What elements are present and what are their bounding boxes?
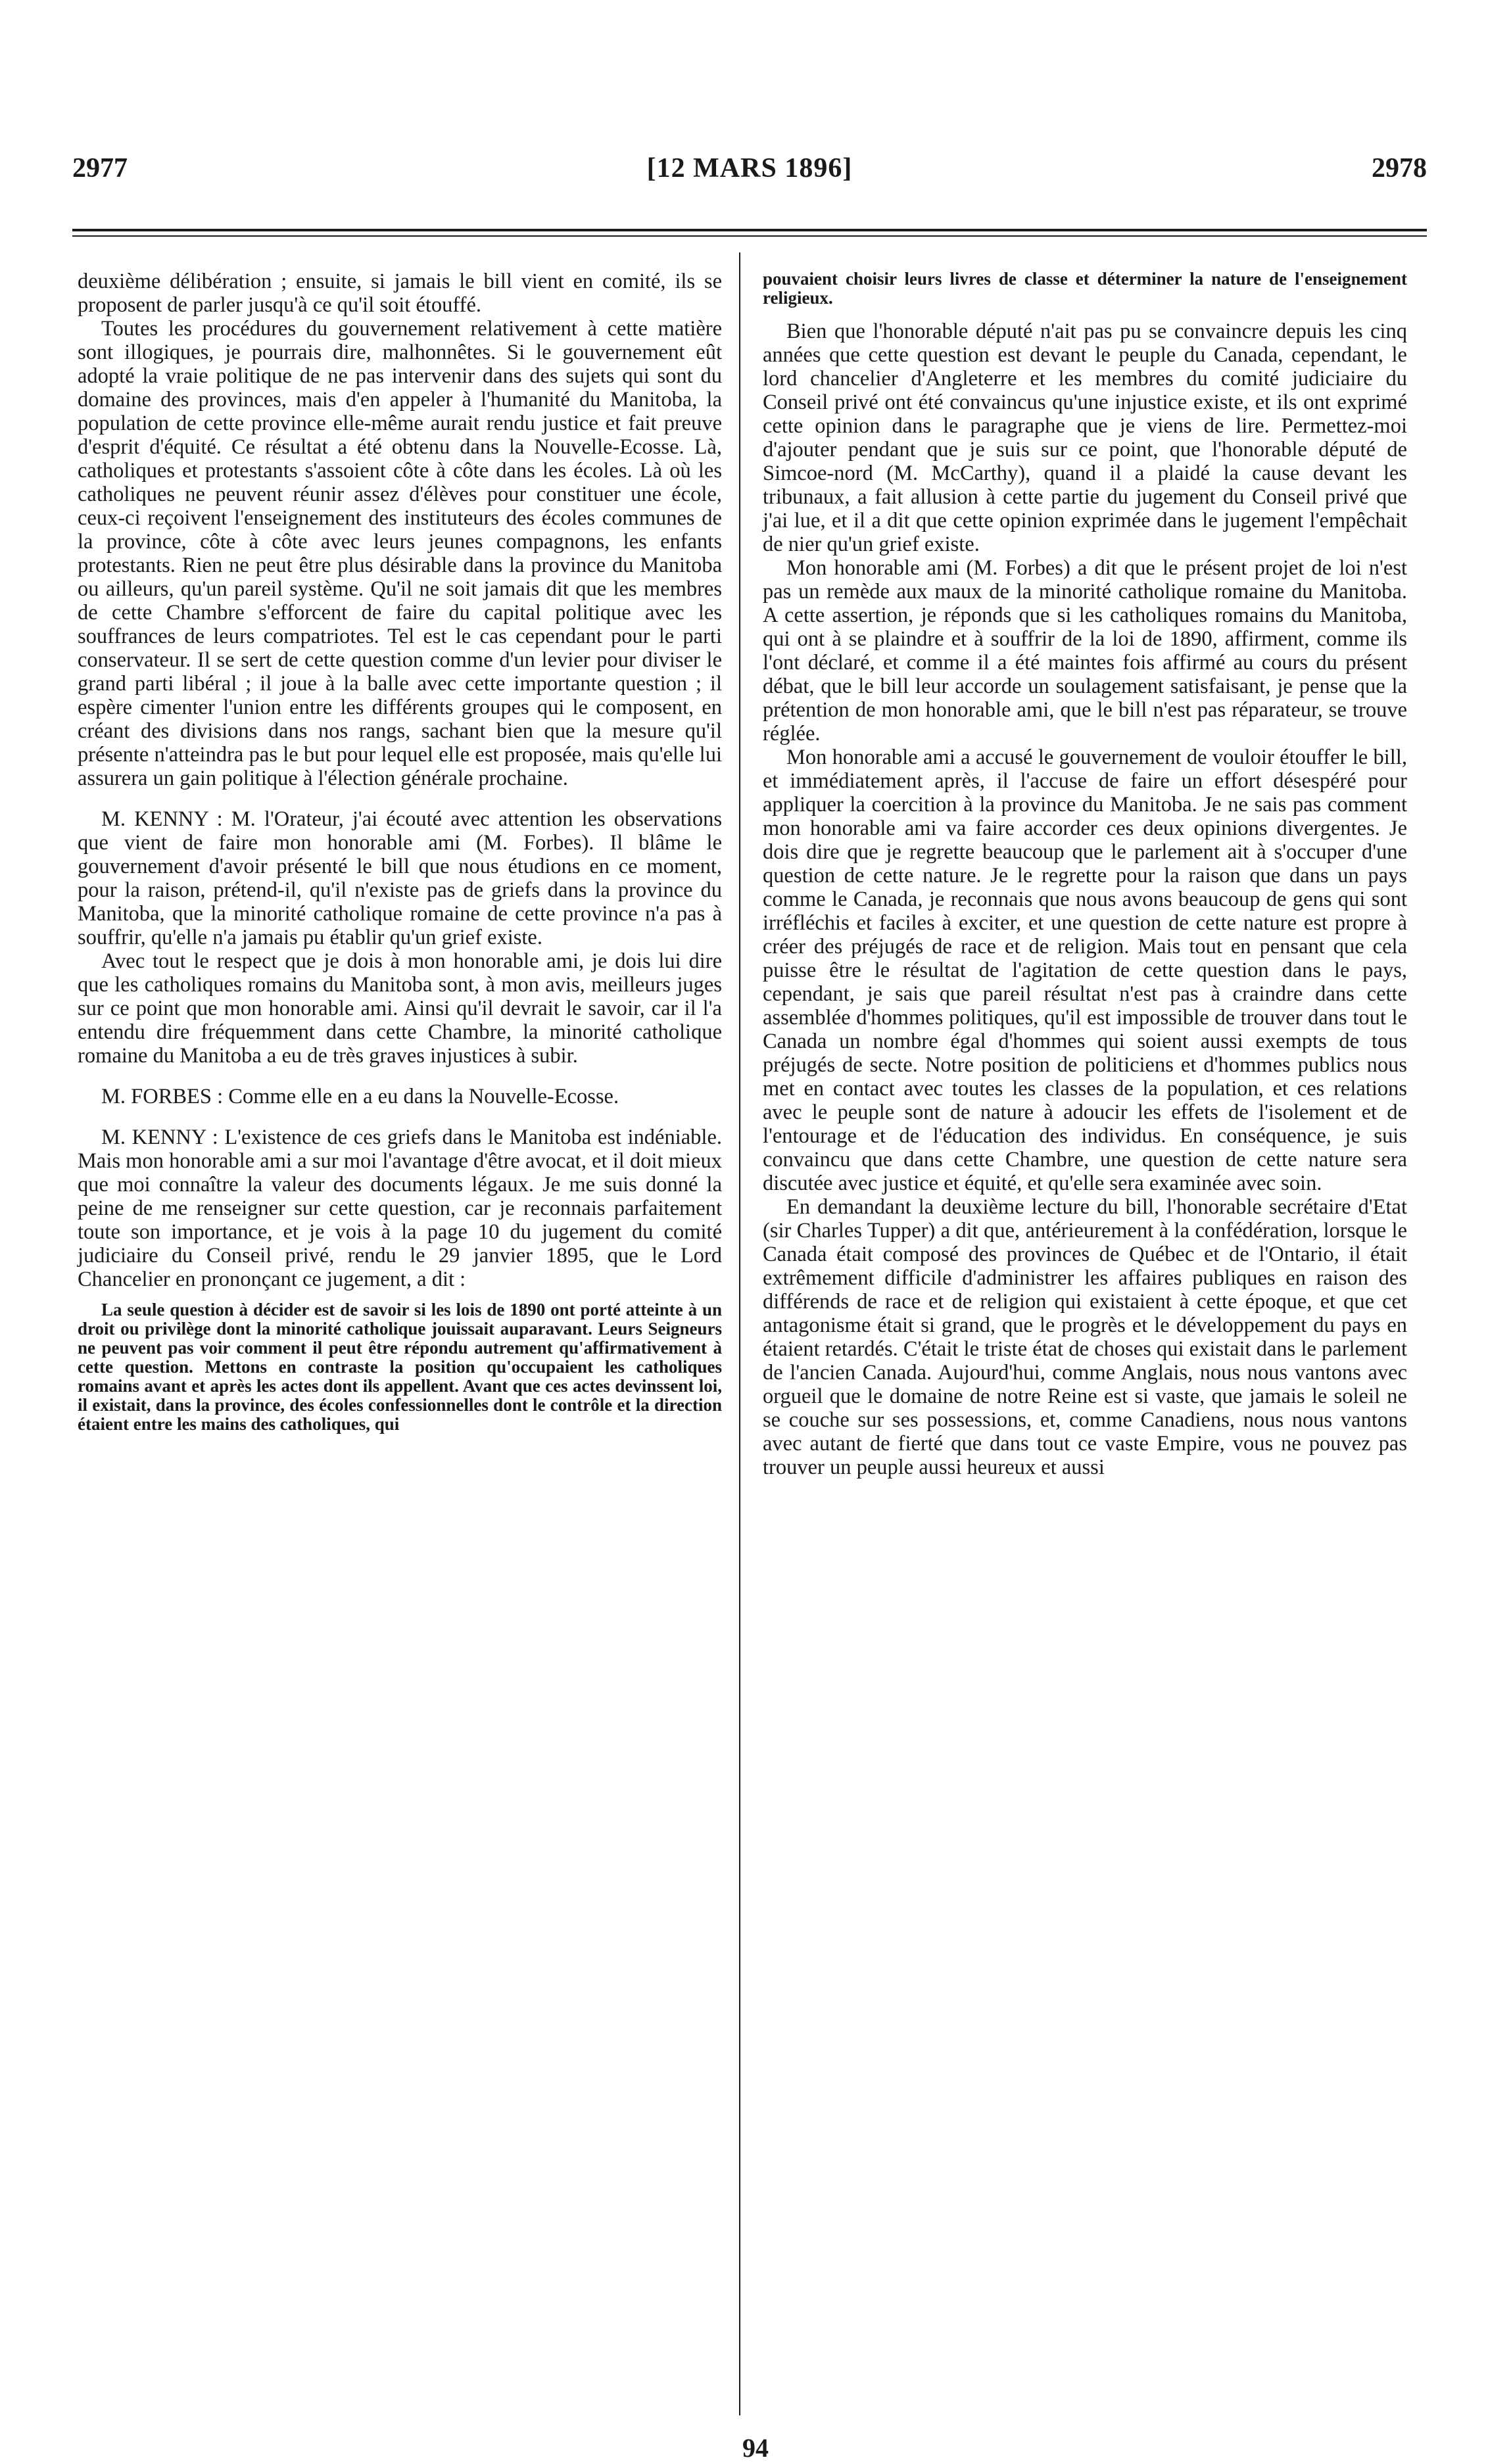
speaker-name: M. FORBES : [101, 1085, 224, 1108]
right-paragraph-4: En demandant la deuxième lecture du bill, l'honorable secrétaire d'Etat (sir Charles Tupper) a dit que, antérieurement à la confédération, lorsque le Canada était composé des provinces de Québec et de l'Ontario, il était extrêmement difficile d'administrer les affaires publiques en raison des différends de race et de religion qui existaient à cette époque, et que cet antagonisme était si grand, que le progrès et le développement du pays en étaient retardés. C'était le triste état de choses qui existait dans le parlement de l'ancien Canada. Aujourd'hui, comme Anglais, nous nous vantons avec orgueil que le domaine de notre Reine est si vaste, que jamais le soleil ne se couche sur ses possessions, et, comme Canadiens, nous nous vantons avec autant de fierté que dans tout ce vaste Empire, vous ne pouvez pas trouver un peuple aussi heureux et aussi [763, 1195, 1407, 1479]
right-paragraph-3: Mon honorable ami a accusé le gouvernement de vouloir étouffer le bill, et immédiatement après, il l'accuse de faire un effort désespéré pour appliquer la coercition à la province du Manitoba. Je ne sais pas comment mon honorable ami va faire accorder ces deux opinions divergentes. Je dois dire que je regrette beaucoup que le parlement ait à s'occuper d'une question de cette nature. Je le regrette pour la raison que dans un pays comme le Canada, je reconnais que nous avons beaucoup de gens qui sont irréfléchis et faciles à exciter, et une question de cette nature est propre à créer des préjugés de race et de religion. Mais tout en pensant que cela puisse être le résultat de l'agitation de cette question dans le pays, cependant, je sais que pareil résultat n'est pas à craindre dans cette assemblée d'hommes politiques, qu'il est impossible de trouver dans tout le Canada un nombre égal d'hommes qui soient aussi exempts de tous préjugés de secte. Notre position de politiciens et d'hommes publics nous met en contact avec toutes les classes de la population, et ces relations avec le peuple sont de nature à adoucir les effets de l'isolement et de l'entourage et de l'éducation des individus. En conséquence, je suis convaincu que dans cette Chambre, une question de cette nature sera discutée avec justice et équité, et qu'elle sera examinée avec soin. [763, 746, 1407, 1195]
speech-kenny-1 [78, 807, 722, 949]
column-divider [739, 252, 740, 2415]
header-date: [12 MARS 1896] [646, 153, 853, 183]
speech-text: Comme elle en a eu dans la Nouvelle-Ecosse. [223, 1085, 619, 1108]
left-paragraph-2: Toutes les procédures du gouvernement relativement à cette matière sont illogiques, je pourrais dire, malhonnêtes. Si le gouvernement eût adopté la vraie politique de ne pas intervenir dans des sujets qui sont du domaine des provinces, mais d'en appeler à l'humanité du Manitoba, la population de cette province elle-même aurait rendu justice et fait preuve d'esprit d'équité. Ce résultat a été obtenu dans la Nouvelle-Ecosse. Là, catholiques et protestants s'assoient côte à côte dans les écoles. Là où les catholiques ne peuvent réunir assez d'élèves pour constituer une école, ceux-ci reçoivent l'enseignement des instituteurs des écoles communes de la province, côte à côte avec leurs jeunes compagnons, les enfants protestants. Rien ne peut être plus désirable dans la province du Manitoba ou ailleurs, qu'un pareil système. Qu'il ne soit jamais dit que les membres de cette Chambre s'efforcent de faire du capital politique avec les souffrances de leurs compatriotes. Tel est le cas cependant pour le parti conservateur. Il se sert de cette question comme d'un levier pour diviser le grand parti libéral ; il joue à la balle avec cette importante question ; il espère cimenter l'union entre les différents groupes qui le composent, en créant des divisions dans nos rangs, sachant bien que la mesure qu'il présente n'atteindra pas le but pour lequel elle est proposée, mais qu'elle lui assurera un gain politique à l'élection générale prochaine. [78, 317, 722, 790]
speaker-name: M. KENNY : [101, 807, 223, 831]
speech-text: M. l'Orateur, j'ai écouté avec attention les observations que vient de faire mon honorable ami (M. Forbes). Il blâme le gouvernement d'avoir présenté le bill que nous étudions en ce moment, pour la raison, prétend-il, qu'il n'existe pas de griefs dans la province du Manitoba, que la minorité catholique romaine de cette province n'a pas à souffrir, qu'elle n'a jamais pu établir qu'un grief existe. [78, 807, 722, 949]
header-rule-thin [72, 235, 1427, 237]
left-column [78, 270, 722, 1434]
right-paragraph-1: Bien que l'honorable député n'ait pas pu se convaincre depuis les cinq années que cette question est devant le peuple du Canada, cependant, le lord chancelier d'Angleterre et les membres du comité judiciaire du Conseil privé ont été convaincus qu'une injustice existe, et ils ont exprimé cette opinion dans le paragraphe que je viens de lire. Permettez-moi d'ajouter pendant que je suis sur ce point, que l'honorable député de Simcoe-nord (M. McCarthy), quand il a plaidé la cause devant les tribunaux, a fait allusion à cette partie du jugement du Conseil privé que j'ai lue, et il a dit que cette opinion exprimée dans le jugement l'empêchait de nier qu'un grief existe. [763, 320, 1407, 556]
speech-text: L'existence de ces griefs dans le Manitoba est indéniable. Mais mon honorable ami a sur moi l'avantage d'être avocat, et il doit mieux que moi connaître la valeur des documents légaux. Je me suis donné la peine de me renseigner sur cette question, car je reconnais parfaitement toute son importance, et je vois à la page 10 du jugement du comité judiciaire du Conseil privé, rendu le 29 janvier 1895, que le Lord Chancelier en prononçant ce jugement, a dit : [78, 1125, 722, 1291]
right-column [763, 270, 1407, 1479]
judgment-quote: La seule question à décider est de savoir si les lois de 1890 ont porté atteinte à un droit ou privilège dont la minorité catholique jouissait auparavant. Leurs Seigneurs ne peuvent pas voir comment il peut être répondu autrement qu'affirmativement à cette question. Mettons en contraste la position qu'occupaient les catholiques romains avant et après les actes dont ils appellent. Avant que ces actes devinssent loi, il existait, dans la province, des écoles confessionnelles dont le contrôle et la direction étaient entre les mains des catholiques, qui [78, 1300, 722, 1434]
right-paragraph-2: Mon honorable ami (M. Forbes) a dit que le présent projet de loi n'est pas un remède aux maux de la minorité catholique romaine du Manitoba. A cette assertion, je réponds que si les catholiques romains du Manitoba, qui ont à se plaindre et à souffrir de la loi de 1890, affirment, comme ils l'ont déclaré, et comme il a été maintes fois affirmé au cours du présent débat, que le bill leur accorde un soulagement satisfaisant, je pense que la prétention de mon honorable ami, que le bill n'est pas réparateur, se trouve réglée. [763, 556, 1407, 746]
speaker-name: M. KENNY : [101, 1125, 218, 1149]
left-paragraph-1: deuxième délibération ; ensuite, si jamais le bill vient en comité, ils se proposent de parler jusqu'à ce qu'il soit étouffé. [78, 270, 722, 317]
speech-forbes [78, 1085, 722, 1108]
page-header [72, 153, 1427, 192]
judgment-quote-continued: pouvaient choisir leurs livres de classe et déterminer la nature de l'enseignement religieux. [763, 269, 1407, 308]
header-rule-thick [72, 229, 1427, 231]
header-page-number-right: 2978 [1372, 153, 1427, 183]
signature-mark: 94 [742, 2433, 769, 2463]
speech-kenny-2 [78, 1125, 722, 1291]
left-paragraph-4: Avec tout le respect que je dois à mon honorable ami, je dois lui dire que les catholiques romains du Manitoba sont, à mon avis, meilleurs juges sur ce point que mon honorable ami. Ainsi qu'il devrait le savoir, car il l'a entendu dire fréquemment dans cette Chambre, la minorité catholique romaine du Manitoba a eu de très graves injustices à subir. [78, 949, 722, 1068]
header-page-number-left: 2977 [72, 153, 128, 183]
